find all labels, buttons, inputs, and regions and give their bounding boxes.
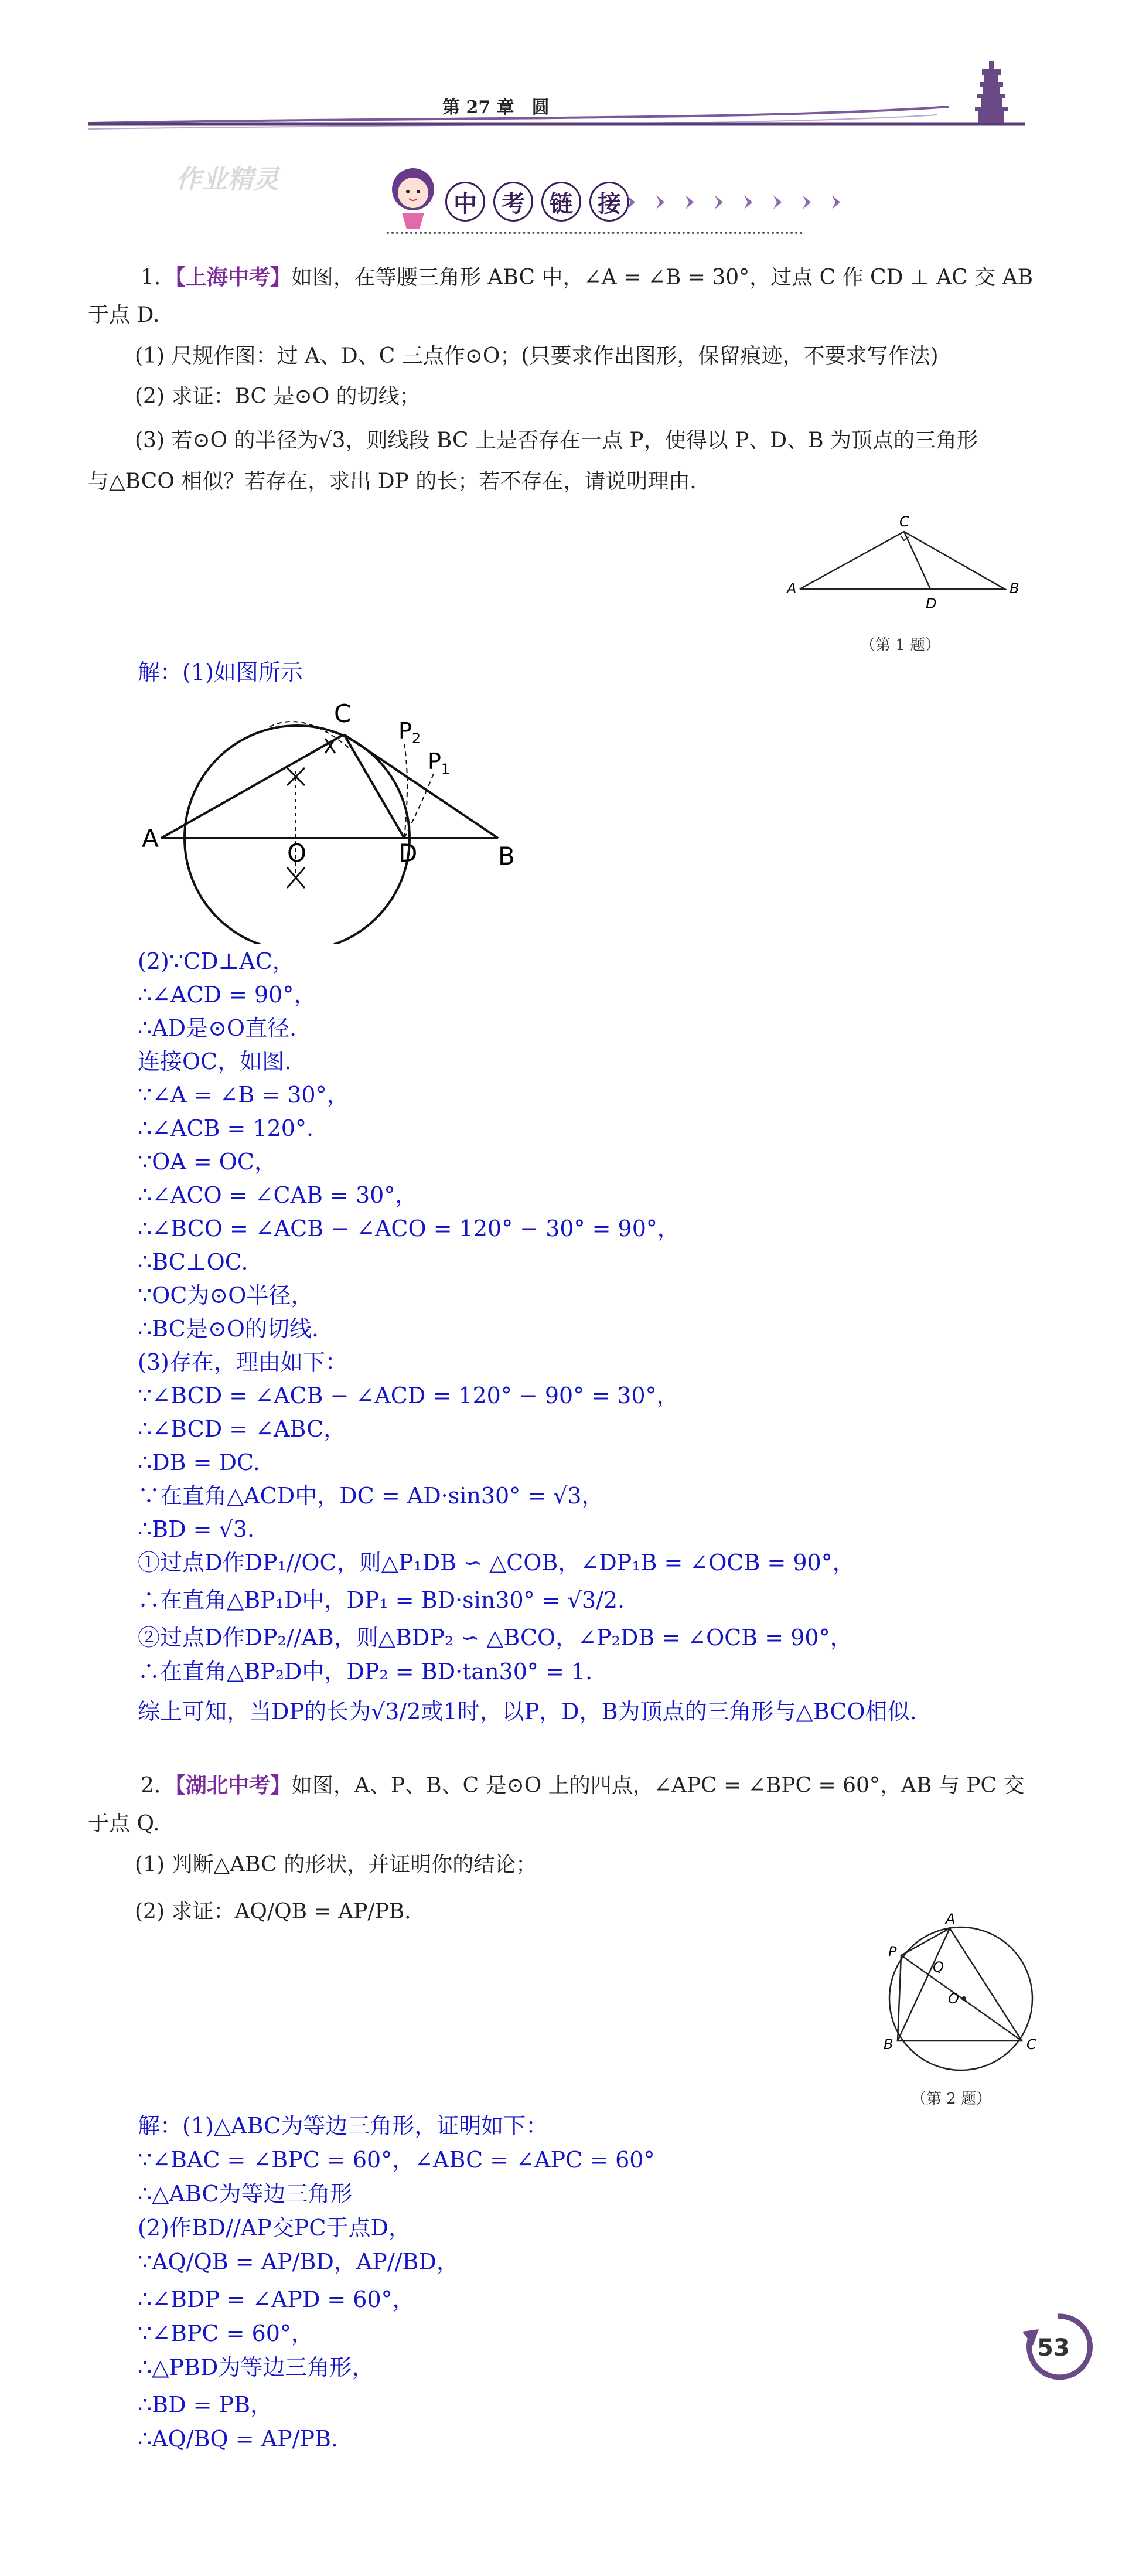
q1-line-1 [141,265,1033,290]
q1-fig-label-b: B [1010,580,1019,597]
sol1-line: (2)∵CD⊥AC， [138,948,295,974]
q1-fig-label-d: D [926,595,937,612]
q2-line-1 [141,1773,1025,1798]
q2-fig-label-o: O [948,1990,959,2007]
sol1-line: ∴∠ACD = 90°， [138,982,316,1008]
q1-part-1: (1) 尺规作图：过 A、D、C 三点作⊙O；(只要求作出图形，保留痕迹，不要求写作法) [135,344,939,368]
q1-caption: （第 1 题） [860,637,941,654]
sol1-line: ∴BC⊥OC. [138,1249,248,1275]
q2-fig-label-a: A [946,1911,956,1927]
sol1-steps [138,948,917,1732]
sol1-line: ∴∠ACO = ∠CAB = 30°， [138,1182,418,1208]
sol1-line: ∴在直角△BP₂D中，DP₂ = BD·tan30° = 1. [138,1659,593,1685]
q1-part-3-cont: 与△BCO 相似？若存在，求出 DP 的长；若不存在，请说明理由. [88,469,697,494]
section-title [445,182,629,222]
q2-fig-label-b: B [884,2036,893,2053]
title-char: 接 [589,182,629,222]
q2-source-tag: 【湖北中考】 [175,1773,291,1798]
q2-part-1: (1) 判断△ABC 的形状，并证明你的结论； [135,1853,537,1877]
sol2-line: ∵AQ/QB = AP/BD，AP//BD， [138,2249,459,2275]
sol1-line: 连接OC，如图. [138,1049,292,1074]
sol1-intro: 解：(1)如图所示 [138,659,303,685]
sol1-line: ∵∠BCD = ∠ACB − ∠ACD = 120° − 90° = 30°， [138,1383,679,1408]
q2-fig-label-c: C [1026,2036,1036,2053]
q1-fig-label-c: C [899,513,909,530]
sol1-line: ∵在直角△ACD中，DC = AD·sin30° = √3， [138,1483,604,1509]
sol2-line: (2)作BD//AP交PC于点D， [138,2215,411,2241]
q1-figure [782,504,1040,621]
sol1-line: ∴∠ACB = 120°. [138,1115,314,1141]
sol1-line: ∴AD是⊙O直径. [138,1015,297,1041]
q2-figure [867,1911,1060,2087]
chapter-header: 第 27 章 圆 [442,97,550,118]
q2-part-2: (2) 求证：AQ/QB = AP/PB. [135,1900,411,1924]
sol2-line: ∴△PBD为等边三角形， [138,2354,374,2380]
q1-line-2: 于点 D. [88,303,160,327]
sol2-line: ∴AQ/BQ = AP/PB. [138,2426,339,2452]
sol1-line: ∴∠BCO = ∠ACB − ∠ACO = 120° − 30° = 90°， [138,1216,680,1241]
sol1-fig-label-b: B [498,842,515,870]
sol2-line: ∵∠BPC = 60°， [138,2320,313,2346]
sol1-line: ∴∠BCD = ∠ABC， [138,1416,346,1442]
sol1-line: ∴BC是⊙O的切线. [138,1316,319,1342]
sol1-line: ∵OC为⊙O半径， [138,1282,313,1308]
dotted-divider [387,232,803,234]
sol1-line: ①过点D作DP₁//OC，则△P₁DB ∽ △COB，∠DP₁B = ∠OCB = 90°， [138,1550,855,1575]
sol1-figure [129,686,539,944]
pagoda-icon [975,61,1008,123]
sol2-line: ∴BD = PB， [138,2392,273,2418]
sol1-fig-label-c: C [334,699,352,728]
sol1-line: ②过点D作DP₂//AB，则△BDP₂ ∽ △BCO，∠P₂DB = ∠OCB = 90°， [138,1625,852,1651]
q1-source-tag: 【上海中考】 [175,265,291,290]
q2-text: 如图，A、P、B、C 是⊙O 上的四点，∠APC = ∠BPC = 60°，AB 与 PC 交 [291,1774,1025,1798]
sol2-line: ∵∠BAC = ∠BPC = 60°，∠ABC = ∠APC = 60° [138,2147,655,2173]
q1-text: 如图，在等腰三角形 ABC 中，∠A = ∠B = 30°，过点 C 作 CD ⊥ AC 交 AB [291,266,1034,290]
q1-part-3: (3) 若⊙O 的半径为√3，则线段 BC 上是否存在一点 P，使得以 P、D、B 为顶点的三角形 [135,428,978,452]
q2-caption: （第 2 题） [911,2090,992,2108]
sol1-fig-label-p1: $P_1$ [428,748,451,777]
sol1-line: (3)存在，理由如下： [138,1349,347,1375]
sol1-line: ∵∠A = ∠B = 30°， [138,1082,349,1108]
title-char: 考 [493,182,533,222]
q2-fig-label-q: Q [933,1959,944,1975]
sol1-line: ∵OA = OC， [138,1149,277,1175]
q2-line-2: 于点 Q. [88,1812,160,1836]
header-rule [0,0,1122,152]
q1-number: 1． [141,266,175,290]
sol2-line: 解：(1)△ABC为等边三角形，证明如下： [138,2113,548,2139]
q1-fig-label-a: A [787,580,797,597]
sol1-fig-label-d: D [398,839,418,867]
title-char: 链 [541,182,581,222]
sol1-fig-label-a: A [142,824,159,853]
girl-mascot-icon [381,161,445,232]
arrow-decoration [621,190,867,214]
sol1-fig-label-o: O [287,839,307,867]
sol2-line: ∴△ABC为等边三角形 [138,2181,353,2207]
sol1-line: ∴DB = DC. [138,1449,260,1475]
sol1-line: ∴BD = √3. [138,1516,255,1542]
sol1-line: ∴在直角△BP₁D中，DP₁ = BD·sin30° = √3/2. [138,1587,625,1613]
q1-part-2: (2) 求证：BC 是⊙O 的切线； [135,384,421,409]
q2-fig-label-p: P [888,1944,897,1960]
title-char: 中 [445,182,485,222]
page-number: 53 [1037,2335,1070,2361]
sol2-line: ∴∠BDP = ∠APD = 60°， [138,2286,415,2312]
sol1-fig-label-p2: $P_2$ [398,718,421,747]
sol1-line: 综上可知，当DP的长为√3/2或1时，以P，D，B为顶点的三角形与△BCO相似. [138,1699,917,1724]
watermark-logo: 作业精灵 [176,165,279,195]
sol2-steps [138,2113,654,2460]
q2-number: 2． [141,1774,175,1798]
